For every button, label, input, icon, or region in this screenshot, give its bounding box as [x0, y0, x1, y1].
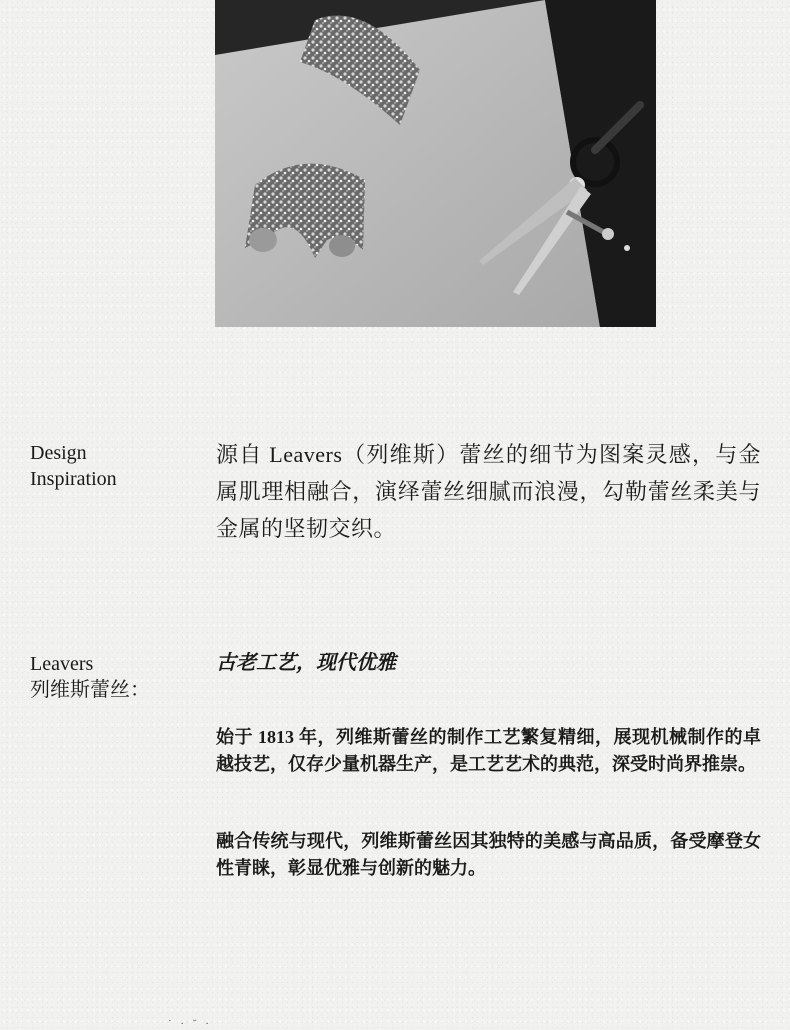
- design-inspiration-label: [30, 440, 117, 492]
- label-line: Design: [30, 442, 87, 464]
- leavers-paragraph-history: 始于 1813 年，列维斯蕾丝的制作工艺繁复精细，展现机械制作的卓越技艺，仅存少量机器生产，是工艺艺术的典范，深受时尚界推崇。: [216, 727, 761, 774]
- lace-cuff-bracelets-with-compass-photo-icon: [215, 0, 656, 327]
- label-line: Inspiration: [30, 468, 117, 490]
- leavers-label: [30, 651, 150, 703]
- leavers-paragraph-modern: 融合传统与现代，列维斯蕾丝因其独特的美感与高品质，备受摩登女性青睐，彰显优雅与创新的魅力。: [216, 831, 761, 878]
- design-inspiration-text: 源自 Leavers（列维斯）蕾丝的细节为图案灵感，与金属肌理相融合，演绎蕾丝细腻而浪漫，勾勒蕾丝柔美与金属的坚韧交织。: [216, 442, 761, 541]
- decorative-scribble: ˙ · ˘ ·: [168, 1018, 212, 1030]
- leavers-subtitle: 古老工艺，现代优雅: [216, 652, 396, 674]
- label-line: 列维斯蕾丝：: [30, 679, 150, 701]
- label-line: Leavers: [30, 653, 94, 675]
- hero-photo: [215, 0, 656, 327]
